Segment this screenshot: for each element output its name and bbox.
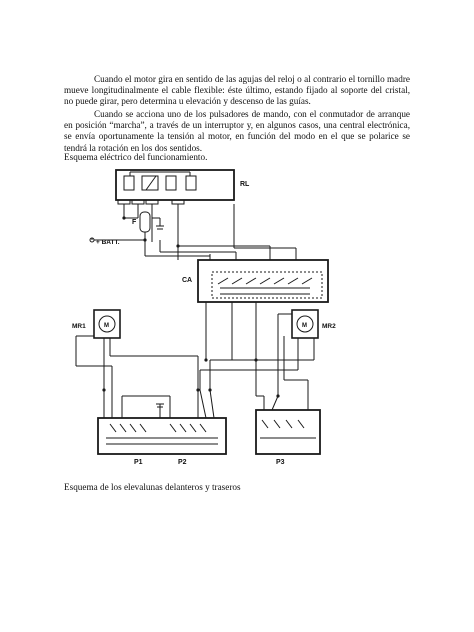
label-relay: RL bbox=[240, 181, 250, 188]
motor-right-symbol: M bbox=[302, 323, 307, 329]
switch-panel-p3 bbox=[256, 410, 320, 454]
label-switch-p3: P3 bbox=[276, 459, 285, 466]
control-unit-box bbox=[198, 260, 328, 302]
motor-left-symbol: M bbox=[104, 323, 109, 329]
paragraph-2: Cuando se acciona uno de los pulsadores de mando, con el conmutador de arranque en posición “marcha”, a través de un interruptor y, en algunos casos, una central electrónica, se envía oportunamente la tensión al motor, en función del modo en el que se polarice se tendrá la rotación en los dos sentidos. bbox=[64, 109, 410, 153]
label-switch-p2: P2 bbox=[178, 459, 187, 466]
caption-electrical-scheme: Esquema eléctrico del funcionamiento. bbox=[64, 152, 208, 162]
switch-panel-p1-p2 bbox=[98, 418, 226, 454]
label-battery: + BATT. bbox=[96, 239, 120, 246]
label-motor-right: MR2 bbox=[322, 323, 336, 330]
caption-window-lifts: Esquema de los elevalunas delanteros y traseros bbox=[64, 482, 241, 492]
label-control-unit: CA bbox=[182, 277, 193, 284]
paragraph-1: Cuando el motor gira en sentido de las agujas del reloj o al contrario el tornillo madre mueve longitudinalmente el cable flexible: éste último, estando fijado al soporte del cristal, no puede girar, pero determina u elevación y descenso de las guías. bbox=[64, 74, 410, 107]
fuse bbox=[140, 212, 150, 232]
label-switch-p1: P1 bbox=[134, 459, 143, 466]
wiring-diagram bbox=[60, 160, 430, 480]
label-fuse: F bbox=[132, 219, 137, 226]
label-motor-left: MR1 bbox=[72, 323, 86, 330]
